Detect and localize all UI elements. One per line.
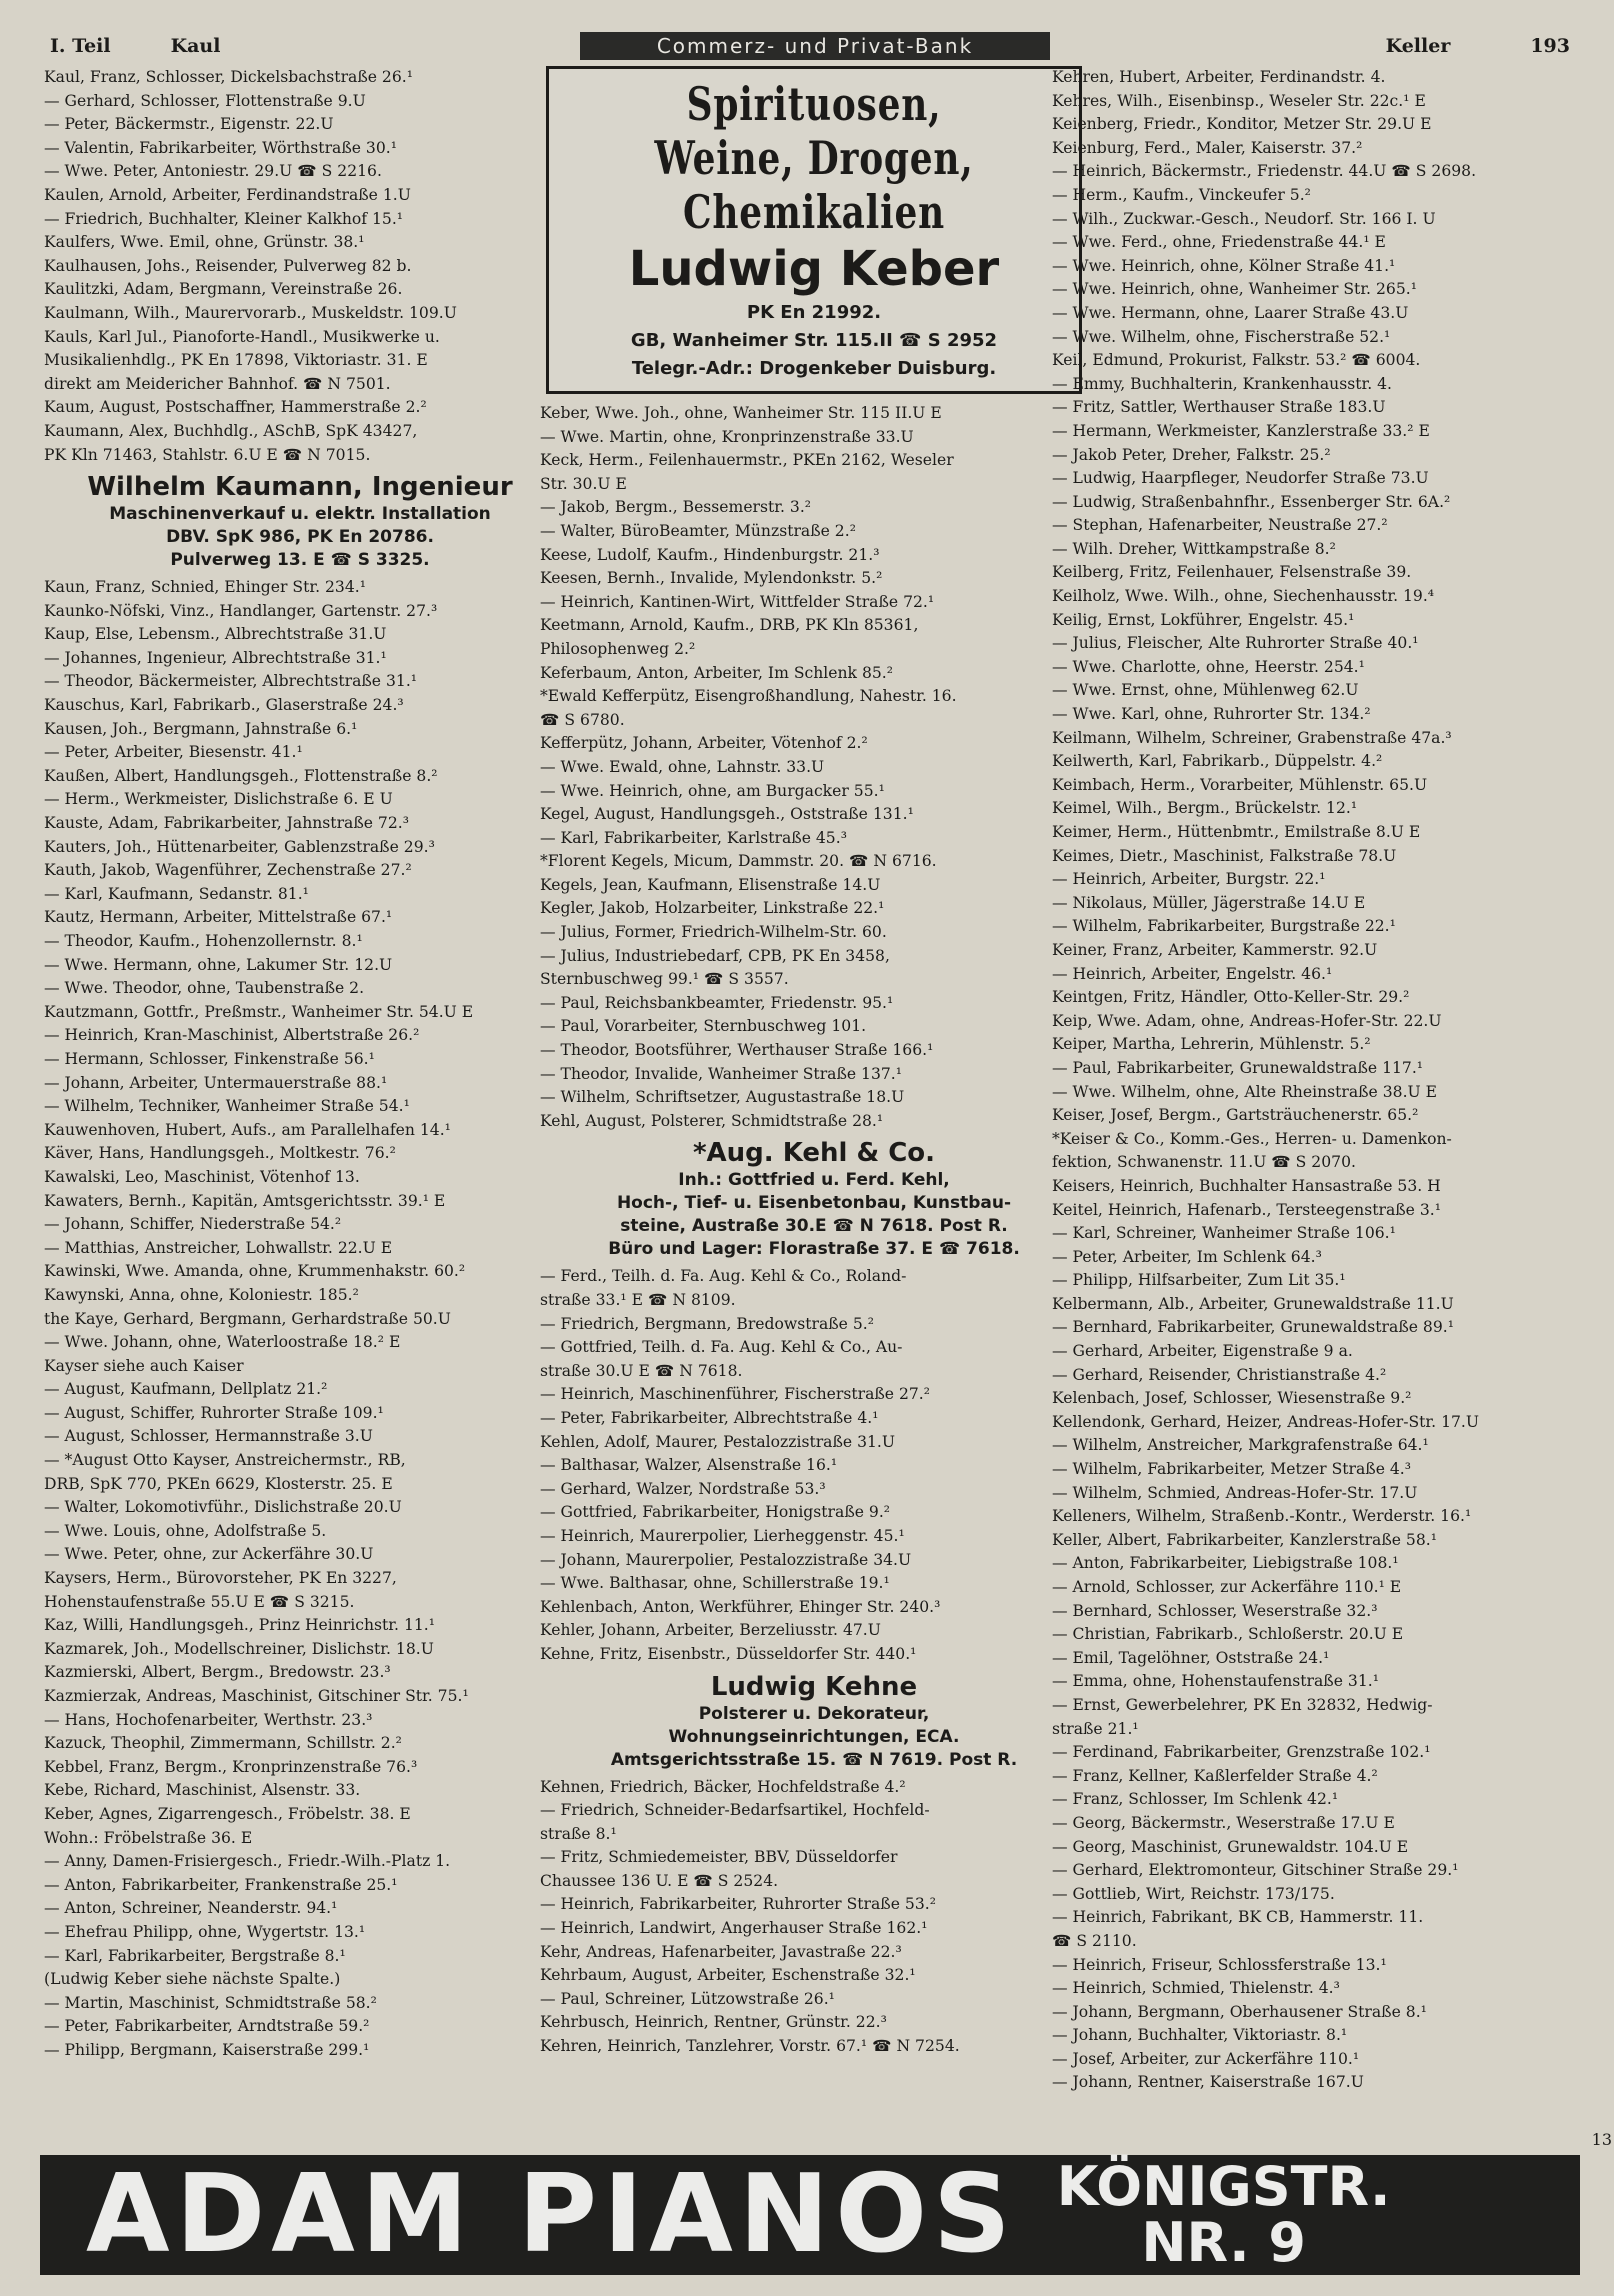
directory-entry: — Wwe. Peter, ohne, zur Ackerfähre 30.U (44, 1545, 374, 1564)
directory-entry: Kauters, Joh., Hüttenarbeiter, Gablenzstraße 29.³ (44, 837, 435, 856)
directory-entry: Kelleners, Wilhelm, Straßenb.-Kontr., Werderstr. 16.¹ (1052, 1507, 1472, 1526)
directory-entry: — Wilhelm, Fabrikarbeiter, Metzer Straße 4.³ (1052, 1460, 1412, 1479)
column-2-entries (540, 402, 1088, 2059)
ad-line: Inh.: Gottfried u. Ferd. Kehl, (678, 1170, 950, 1191)
ad-title: Ludwig Kehne (710, 1671, 918, 1702)
directory-entry: — Karl, Fabrikarbeiter, Karlstraße 45.³ (540, 828, 847, 847)
directory-entry: — Wwe. Peter, Antoniestr. 29.U ☎ S 2216. (44, 162, 382, 181)
directory-entry: Kazuck, Theophil, Zimmermann, Schillstr. 2.² (44, 1734, 402, 1753)
directory-entry: — Balthasar, Walzer, Alsenstraße 16.¹ (540, 1456, 838, 1475)
directory-entry: Kehres, Wilh., Eisenbinsp., Weseler Str. 22c.¹ E (1052, 91, 1426, 110)
directory-entry: — Franz, Kellner, Kaßlerfelder Straße 4.² (1052, 1766, 1378, 1785)
directory-entry: — Wwe. Karl, ohne, Ruhrorter Str. 134.² (1052, 705, 1371, 724)
banner-address (1056, 2155, 1391, 2274)
directory-entry: Keintgen, Fritz, Händler, Otto-Keller-Str. 29.² (1052, 988, 1410, 1007)
directory-entry: — Heinrich, Fabrikarbeiter, Ruhrorter Straße 53.² (540, 1895, 936, 1914)
directory-entry: — Wwe. Heinrich, ohne, Kölner Straße 41.¹ (1052, 256, 1396, 275)
directory-entry: — Heinrich, Landwirt, Angerhauser Straße 162.¹ (540, 1919, 928, 1938)
directory-entry: — Johann, Bergmann, Oberhausener Straße 8.¹ (1052, 2002, 1427, 2021)
side-number: 13 (1591, 2130, 1612, 2149)
directory-entry: *Florent Kegels, Micum, Dammstr. 20. ☎ N 6716. (540, 852, 937, 871)
directory-entry: Keese, Ludolf, Kaufm., Hindenburgstr. 21.³ (540, 545, 880, 564)
directory-entry: — Julius, Former, Friedrich-Wilhelm-Str. 60. (540, 923, 887, 942)
directory-entry: — Wilh. Dreher, Wittkampstraße 8.² (1052, 539, 1336, 558)
part-label: I. Teil (50, 35, 111, 57)
directory-entry: Keferbaum, Anton, Arbeiter, Im Schlenk 85.² (540, 663, 893, 682)
directory-entry: Kaulen, Arnold, Arbeiter, Ferdinandstraße 1.U (44, 185, 411, 204)
directory-entry: — Philipp, Hilfsarbeiter, Zum Lit 35.¹ (1052, 1271, 1346, 1290)
directory-entry: Keiner, Franz, Arbeiter, Kammerstr. 92.U (1052, 940, 1378, 959)
directory-entry: — Theodor, Kaufm., Hohenzollernstr. 8.¹ (44, 932, 363, 950)
directory-entry: — Herm., Werkmeister, Dislichstraße 6. E U (44, 790, 393, 809)
ad-title: *Aug. Kehl & Co. (692, 1138, 936, 1169)
directory-entry: Kaysers, Herm., Bürovorsteher, PK En 3227, (44, 1569, 397, 1588)
directory-entry: — Anton, Fabrikarbeiter, Liebigstraße 108.¹ (1052, 1554, 1399, 1573)
directory-entry: straße 30.U E ☎ N 7618. (540, 1361, 743, 1380)
directory-entry: Kebe, Richard, Maschinist, Alsenstr. 33. (44, 1781, 361, 1800)
directory-entry: — Heinrich, Bäckermstr., Friedenstr. 44.U ☎ S 2698. (1052, 162, 1477, 181)
directory-entry: Kawynski, Anna, ohne, Koloniestr. 185.² (44, 1285, 359, 1304)
directory-entry: Kefferpütz, Johann, Arbeiter, Vötenhof 2.² (540, 734, 868, 753)
directory-entry: — Ludwig, Haarpfleger, Neudorfer Straße 73.U (1052, 469, 1429, 488)
column-1 (44, 66, 556, 2063)
directory-entry: — Wwe. Johann, ohne, Waterloostraße 18.² E (44, 1333, 401, 1352)
directory-entry: — Stephan, Hafenarbeiter, Neustraße 27.² (1052, 516, 1388, 535)
directory-entry: — Friedrich, Buchhalter, Kleiner Kalkhof 15.¹ (44, 209, 404, 228)
directory-entry: — Jakob, Bergm., Bessemerstr. 3.² (540, 498, 812, 517)
directory-entry: — Heinrich, Kran-Maschinist, Albertstraße 26.² (44, 1026, 420, 1045)
directory-entry: Kautz, Hermann, Arbeiter, Mittelstraße 67.¹ (44, 908, 393, 927)
page-number: 193 (1530, 35, 1570, 57)
ad-spirit-line2: Chemikalien (683, 185, 945, 239)
directory-entry: (Ludwig Keber siehe nächste Spalte.) (44, 1970, 341, 1989)
directory-entry: Keber, Wwe. Joh., ohne, Wanheimer Str. 115 II.U E (540, 404, 942, 422)
directory-entry: — Gerhard, Elektromonteur, Gitschiner Straße 29.¹ (1052, 1861, 1459, 1880)
ad-line: Wohnungseinrichtungen, ECA. (668, 1726, 960, 1747)
directory-entry: — Josef, Arbeiter, zur Ackerfähre 110.¹ (1052, 2049, 1360, 2068)
ad-spirit-pk: PK En 21992. (746, 302, 882, 323)
directory-entry: — Friedrich, Schneider-Bedarfsartikel, Hochfeld- (540, 1801, 930, 1820)
directory-entry: — Johann, Buchhalter, Viktoriastr. 8.¹ (1052, 2026, 1348, 2045)
directory-entry: Sternbuschweg 99.¹ ☎ S 3557. (540, 970, 789, 989)
directory-entry: Keilig, Ernst, Lokführer, Engelstr. 45.¹ (1052, 610, 1355, 629)
directory-entry: Kaulfers, Wwe. Emil, ohne, Grünstr. 38.¹ (44, 233, 365, 252)
directory-entry: Kawinski, Wwe. Amanda, ohne, Krummenhakstr. 60.² (44, 1262, 466, 1281)
ad-spirit-telegr: Telegr.-Adr.: Drogenkeber Duisburg. (631, 358, 997, 379)
directory-entry: — Wwe. Balthasar, ohne, Schillerstraße 19.¹ (540, 1574, 890, 1593)
directory-entry: Wohn.: Fröbelstraße 36. E (44, 1828, 253, 1847)
directory-entry: — Karl, Schreiner, Wanheimer Straße 106.¹ (1052, 1224, 1396, 1243)
directory-entry: Keber, Agnes, Zigarrengesch., Fröbelstr. 38. E (44, 1804, 411, 1823)
directory-entry: Kauth, Jakob, Wagenführer, Zechenstraße 27.² (44, 861, 412, 880)
directory-entry: *Ewald Kefferpütz, Eisengroßhandlung, Nahestr. 16. (540, 687, 957, 706)
directory-entry: Keesen, Bernh., Invalide, Mylendonkstr. 5.² (540, 569, 883, 588)
top-bank-banner: Commerz- und Privat-Bank (580, 32, 1050, 60)
directory-entry: — Wwe. Heinrich, ohne, am Burgacker 55.¹ (540, 781, 885, 800)
directory-entry: — Wwe. Theodor, ohne, Taubenstraße 2. (44, 979, 365, 998)
directory-entry: Kebbel, Franz, Bergm., Kronprinzenstraße 76.³ (44, 1757, 418, 1776)
directory-entry: — Walter, Lokomotivführ., Dislichstraße 20.U (44, 1498, 402, 1517)
directory-entry: — Heinrich, Schmied, Thielenstr. 4.³ (1052, 1979, 1340, 1998)
directory-entry: Hohenstaufenstraße 55.U E ☎ S 3215. (44, 1592, 355, 1611)
column-2 (540, 66, 1088, 2059)
directory-entry: Kazmarek, Joh., Modellschreiner, Dislichstr. 18.U (44, 1639, 434, 1658)
directory-entry: — Wilhelm, Schmied, Andreas-Hofer-Str. 17.U (1052, 1483, 1418, 1502)
directory-entry: *Keiser & Co., Komm.-Ges., Herren- u. Damenkon- (1052, 1129, 1452, 1148)
directory-entry: — Paul, Schreiner, Lützowstraße 26.¹ (540, 1989, 835, 2008)
directory-entry: Kayser siehe auch Kaiser (44, 1356, 244, 1375)
directory-entry: — Heinrich, Kantinen-Wirt, Wittfelder Straße 72.¹ (540, 592, 935, 611)
adam-pianos-advertisement (40, 2152, 1580, 2277)
directory-page (40, 30, 1580, 2277)
directory-entry: — Ludwig, Straßenbahnfhr., Essenberger Str. 6A.² (1052, 492, 1451, 511)
directory-entry: Kaum, August, Postschaffner, Hammerstraße 2.² (44, 398, 427, 417)
directory-entry: Kausen, Joh., Bergmann, Jahnstraße 6.¹ (44, 719, 358, 738)
keber-advertisement (546, 66, 1082, 394)
directory-entry: Kaz, Willi, Handlungsgeh., Prinz Heinrichstr. 11.¹ (44, 1616, 435, 1635)
directory-entry: — Wwe. Ferd., ohne, Friedenstraße 44.¹ E (1052, 233, 1386, 252)
directory-entry: — Walter, BüroBeamter, Münzstraße 2.² (540, 521, 856, 540)
directory-entry: — Johann, Schiffer, Niederstraße 54.² (44, 1215, 342, 1234)
directory-entry: Keetmann, Arnold, Kaufm., DRB, PK Kln 85361, (540, 616, 919, 635)
directory-entry: Kehlen, Adolf, Maurer, Pestalozzistraße 31.U (540, 1432, 896, 1451)
directory-entry: — Georg, Maschinist, Grunewaldstr. 104.U E (1052, 1837, 1409, 1856)
directory-entry: — Wilhelm, Anstreicher, Markgrafenstraße 64.¹ (1052, 1436, 1429, 1455)
ad-line: Hoch-, Tief- u. Eisenbetonbau, Kunstbau- (616, 1193, 1012, 1214)
directory-entry: — Hans, Hochofenarbeiter, Werthstr. 23.³ (44, 1710, 373, 1729)
ad-spirit-line1: Spirituosen, Weine, Drogen, (654, 77, 974, 185)
directory-entry: Kautzmann, Gottfr., Preßmstr., Wanheimer Str. 54.U E (44, 1002, 474, 1021)
directory-entry: Keck, Herm., Feilenhauermstr., PKEn 2162, Weseler (540, 451, 954, 470)
directory-entry: — Peter, Bäckermstr., Eigenstr. 22.U (44, 115, 334, 134)
directory-entry: — Fritz, Schmiedemeister, BBV, Düsseldorfer (540, 1848, 898, 1867)
directory-entry: Keimbach, Herm., Vorarbeiter, Mühlenstr. 65.U (1052, 775, 1428, 794)
directory-entry: — Ferdinand, Fabrikarbeiter, Grenzstraße 102.¹ (1052, 1743, 1431, 1762)
directory-entry: Keilholz, Wwe. Wilh., ohne, Siechenhausstr. 19.⁴ (1052, 587, 1435, 606)
directory-entry: — August, Schlosser, Hermannstraße 3.U (44, 1427, 373, 1446)
directory-entry: Chaussee 136 U. E ☎ S 2524. (540, 1871, 779, 1890)
directory-entry: — Heinrich, Maschinenführer, Fischerstraße 27.² (540, 1385, 931, 1404)
directory-entry: — Heinrich, Friseur, Schlossferstraße 13.¹ (1052, 1955, 1387, 1974)
directory-entry: Kauwenhoven, Hubert, Aufs., am Parallelhafen 14.¹ (44, 1120, 451, 1139)
banner-addr-line1: KÖNIGSTR. (1056, 2155, 1391, 2218)
directory-entry: — Theodor, Invalide, Wanheimer Straße 137.¹ (540, 1064, 903, 1083)
directory-entry: — Wwe. Charlotte, ohne, Heerstr. 254.¹ (1052, 657, 1365, 676)
directory-entry: — Gerhard, Walzer, Nordstraße 53.³ (540, 1479, 826, 1498)
directory-entry: — Heinrich, Arbeiter, Burgstr. 22.¹ (1052, 870, 1326, 889)
directory-entry: Kehlenbach, Anton, Werkführer, Ehinger Str. 240.³ (540, 1597, 941, 1616)
directory-entry: fektion, Schwanenstr. 11.U ☎ S 2070. (1052, 1153, 1356, 1172)
directory-entry: Kehren, Heinrich, Tanzlehrer, Vorstr. 67.¹ ☎ N 7254. (540, 2037, 960, 2056)
ad-line: DBV. SpK 986, PK En 20786. (166, 527, 434, 548)
directory-entry: Kehl, August, Polsterer, Schmidtstraße 28.¹ (540, 1111, 884, 1130)
ad-line: Polsterer u. Dekorateur, (698, 1703, 930, 1724)
directory-entry: — Heinrich, Fabrikant, BK CB, Hammerstr. 11. (1052, 1908, 1424, 1927)
directory-entry: — Nikolaus, Müller, Jägerstraße 14.U E (1052, 893, 1366, 912)
directory-entry: — Emmy, Buchhalterin, Krankenhausstr. 4. (1052, 374, 1393, 393)
directory-entry: Käver, Hans, Handlungsgeh., Moltkestr. 76.² (44, 1144, 396, 1163)
ad2-advertisement (540, 1133, 1088, 1265)
directory-entry: — Wilhelm, Techniker, Wanheimer Straße 54.¹ (44, 1097, 410, 1116)
directory-entry: Keitel, Heinrich, Hafenarb., Tersteegenstraße 3.¹ (1052, 1200, 1441, 1219)
directory-entry: Keiper, Martha, Lehrerin, Mühlenstr. 5.² (1052, 1035, 1371, 1054)
directory-entry: DRB, SpK 770, PKEn 6629, Klosterstr. 25. E (44, 1474, 393, 1493)
directory-entry: — Heinrich, Arbeiter, Engelstr. 46.¹ (1052, 964, 1333, 983)
ad1-advertisement (44, 467, 556, 576)
directory-entry: PK Kln 71463, Stahlstr. 6.U E ☎ N 7015. (44, 445, 371, 464)
directory-entry: — Ferd., Teilh. d. Fa. Aug. Kehl & Co., Roland- (540, 1267, 907, 1286)
directory-entry: Kauste, Adam, Fabrikarbeiter, Jahnstraße 72.³ (44, 814, 409, 833)
directory-entry: Kehrbusch, Heinrich, Rentner, Grünstr. 22.³ (540, 2013, 887, 2032)
directory-entry: — Bernhard, Fabrikarbeiter, Grunewaldstraße 89.¹ (1052, 1318, 1454, 1337)
directory-entry: Keisers, Heinrich, Buchhalter Hansastraße 53. H (1052, 1176, 1441, 1195)
directory-entry: — Arnold, Schlosser, zur Ackerfähre 110.¹ E (1052, 1578, 1402, 1596)
directory-entry: Kaumann, Alex, Buchhdlg., ASchB, SpK 43427, (44, 421, 418, 440)
directory-entry: — Julius, Fleischer, Alte Ruhrorter Straße 40.¹ (1052, 634, 1419, 653)
directory-entry: — Hermann, Werkmeister, Kanzlerstraße 33.² E (1052, 421, 1430, 440)
directory-entry: — Franz, Schlosser, Im Schlenk 42.¹ (1052, 1790, 1339, 1809)
directory-entry: — Theodor, Bäckermeister, Albrechtstraße 31.¹ (44, 672, 418, 691)
directory-entry: Kauschus, Karl, Fabrikarb., Glaserstraße 24.³ (44, 696, 404, 715)
banner-main-text: ADAM PIANOS (86, 2152, 1017, 2277)
directory-entry: — Wwe. Heinrich, ohne, Wanheimer Str. 265.¹ (1052, 280, 1417, 299)
directory-entry: Str. 30.U E (540, 474, 627, 493)
directory-entry: — Wwe. Ernst, ohne, Mühlenweg 62.U (1052, 681, 1359, 700)
ad-spirit-name: Ludwig Keber (628, 241, 1000, 297)
directory-entry: Kellendonk, Gerhard, Heizer, Andreas-Hofer-Str. 17.U (1052, 1412, 1480, 1431)
directory-entry: Keimes, Dietr., Maschinist, Falkstraße 78.U (1052, 846, 1397, 865)
directory-entry: — Valentin, Fabrikarbeiter, Wörthstraße 30.¹ (44, 138, 397, 157)
directory-entry: Kaußen, Albert, Handlungsgeh., Flottenstraße 8.² (44, 766, 438, 785)
directory-entry: Kehnen, Friedrich, Bäcker, Hochfeldstraße 4.² (540, 1777, 906, 1796)
directory-entry: straße 33.¹ E ☎ N 8109. (540, 1291, 736, 1309)
ad-line: Pulverweg 13. E ☎ S 3325. (170, 550, 430, 571)
ad-title: Wilhelm Kaumann, Ingenieur (87, 472, 513, 503)
directory-entry: — Paul, Reichsbankbeamter, Friedenstr. 95.¹ (540, 993, 894, 1012)
directory-entry: — Wwe. Wilhelm, ohne, Alte Rheinstraße 38.U E (1052, 1082, 1438, 1101)
directory-entry: Keller, Albert, Fabrikarbeiter, Kanzlerstraße 58.¹ (1052, 1530, 1437, 1549)
directory-entry: — Jakob Peter, Dreher, Falkstr. 25.² (1052, 445, 1331, 464)
directory-entry: — Anton, Fabrikarbeiter, Frankenstraße 25.¹ (44, 1875, 398, 1894)
directory-entry: Keienburg, Ferd., Maler, Kaiserstr. 37.² (1052, 138, 1363, 157)
directory-entry: — Johann, Arbeiter, Untermauerstraße 88.¹ (44, 1073, 388, 1092)
directory-entry: — Karl, Fabrikarbeiter, Bergstraße 8.¹ (44, 1946, 346, 1965)
directory-entry: Kaun, Franz, Schnied, Ehinger Str. 234.¹ (44, 578, 366, 597)
directory-entry: Kaulmann, Wilh., Maurervorarb., Muskeldstr. 109.U (44, 303, 457, 322)
directory-entry: Kegel, August, Handlungsgeh., Oststraße 131.¹ (540, 805, 914, 824)
directory-entry: — August, Kaufmann, Dellplatz 21.² (44, 1380, 328, 1399)
directory-entry: ☎ S 2110. (1052, 1931, 1137, 1950)
directory-entry: Kelbermann, Alb., Arbeiter, Grunewaldstraße 11.U (1052, 1294, 1454, 1313)
banner-addr-line2: NR. 9 (1141, 2211, 1307, 2274)
directory-entry: Philosophenweg 2.² (540, 639, 696, 658)
directory-entry: Musikalienhdlg., PK En 17898, Viktoriastr. 31. E (44, 351, 428, 370)
range-end: Keller (1385, 35, 1451, 57)
directory-entry: — Wilhelm, Schriftsetzer, Augustastraße 18.U (540, 1088, 905, 1107)
ad-line: Büro und Lager: Florastraße 37. E ☎ 7618. (608, 1239, 1020, 1260)
directory-entry: Keil, Edmund, Prokurist, Falkstr. 53.² ☎ 6004. (1052, 351, 1421, 370)
directory-entry: Kelenbach, Josef, Schlosser, Wiesenstraße 9.² (1052, 1389, 1412, 1408)
directory-entry: — Gottlieb, Wirt, Reichstr. 173/175. (1052, 1884, 1335, 1903)
directory-entry: — Anny, Damen-Frisiergesch., Friedr.-Wilh.-Platz 1. (44, 1852, 451, 1871)
directory-entry: Kawaters, Bernh., Kapitän, Amtsgerichtsstr. 39.¹ E (44, 1191, 446, 1210)
directory-entry: — Johannes, Ingenieur, Albrechtstraße 31.¹ (44, 648, 387, 667)
directory-entry: Kaulhausen, Johs., Reisender, Pulverweg 82 b. (44, 256, 412, 275)
directory-entry: — Ernst, Gewerbelehrer, PK En 32832, Hedwig- (1052, 1695, 1433, 1714)
directory-entry: Kehren, Hubert, Arbeiter, Ferdinandstr. 4. (1052, 68, 1386, 86)
directory-entry: Keilmann, Wilhelm, Schreiner, Grabenstraße 47a.³ (1052, 728, 1452, 747)
directory-entry: — Ehefrau Philipp, ohne, Wygertstr. 13.¹ (44, 1922, 366, 1941)
directory-entry: — Friedrich, Bergmann, Bredowstraße 5.² (540, 1314, 874, 1333)
ad-line: Amtsgerichtsstraße 15. ☎ N 7619. Post R. (610, 1749, 1018, 1770)
directory-entry: — Julius, Industriebedarf, CPB, PK En 3458, (540, 946, 890, 965)
directory-entry: — Christian, Fabrikarb., Schloßerstr. 20.U E (1052, 1625, 1404, 1644)
directory-entry: — Wilh., Zuckwar.-Gesch., Neudorf. Str. 166 I. U (1052, 209, 1436, 228)
directory-entry: Kaunko-Nöfski, Vinz., Handlanger, Gartenstr. 27.³ (44, 601, 438, 620)
directory-entry: Kaulitzki, Adam, Bergmann, Vereinstraße 26. (44, 280, 403, 299)
directory-entry: — Georg, Bäckermstr., Weserstraße 17.U E (1052, 1813, 1395, 1832)
directory-entry: — Emma, ohne, Hohenstaufenstraße 31.¹ (1052, 1672, 1379, 1691)
directory-entry: — Peter, Fabrikarbeiter, Albrechtstraße 4.¹ (540, 1408, 879, 1427)
directory-entry: — Wwe. Hermann, ohne, Lakumer Str. 12.U (44, 955, 393, 974)
directory-entry: — Wwe. Louis, ohne, Adolfstraße 5. (44, 1521, 327, 1540)
directory-entry: — Gerhard, Schlosser, Flottenstraße 9.U (44, 91, 366, 110)
directory-entry: Kazmierski, Albert, Bergm., Bredowstr. 23.³ (44, 1663, 391, 1682)
directory-entry: — Philipp, Bergmann, Kaiserstraße 299.¹ (44, 2040, 370, 2059)
directory-entry: straße 8.¹ (540, 1824, 617, 1843)
directory-entry: — Gottfried, Fabrikarbeiter, Honigstraße 9.² (540, 1503, 891, 1522)
range-start: Kaul (170, 35, 221, 57)
directory-entry: Kehne, Fritz, Eisenbstr., Düsseldorfer Str. 440.¹ (540, 1644, 917, 1663)
directory-entry: Keimel, Wilh., Bergm., Brückelstr. 12.¹ (1052, 799, 1358, 818)
directory-entry: Kehler, Johann, Arbeiter, Berzeliusstr. 47.U (540, 1621, 881, 1640)
directory-entry: Kawalski, Leo, Maschinist, Vötenhof 13. (44, 1167, 360, 1186)
directory-entry: — Johann, Maurerpolier, Pestalozzistraße 34.U (540, 1550, 912, 1569)
directory-entry: — Wwe. Ewald, ohne, Lahnstr. 33.U (540, 757, 825, 776)
directory-entry: ☎ S 6780. (540, 710, 625, 729)
directory-entry: — Wwe. Martin, ohne, Kronprinzenstraße 33.U (540, 427, 914, 446)
ad-line: Maschinenverkauf u. elektr. Installation (109, 504, 491, 525)
directory-entry: — Johann, Rentner, Kaiserstraße 167.U (1052, 2073, 1364, 2092)
directory-entry: Keiser, Josef, Bergm., Gartsträuchenerstr. 65.² (1052, 1106, 1419, 1125)
ad-line: steine, Austraße 30.E ☎ N 7618. Post R. (620, 1216, 1008, 1237)
directory-entry: — Peter, Arbeiter, Biesenstr. 41.¹ (44, 743, 303, 762)
directory-entry: — Paul, Vorarbeiter, Sternbuschweg 101. (540, 1017, 867, 1036)
directory-entry: — Herm., Kaufm., Vinckeufer 5.² (1052, 185, 1311, 204)
directory-entry: — Hermann, Schlosser, Finkenstraße 56.¹ (44, 1049, 375, 1068)
directory-entry: the Kaye, Gerhard, Bergmann, Gerhardstraße 50.U (44, 1309, 451, 1328)
directory-entry: Kaup, Else, Lebensm., Albrechtstraße 31.U (44, 625, 387, 644)
directory-entry: Kazmierzak, Andreas, Maschinist, Gitschiner Str. 75.¹ (44, 1687, 469, 1705)
directory-entry: — Heinrich, Maurerpolier, Lierheggenstr. 45.¹ (540, 1526, 905, 1545)
directory-entry: Keimer, Herm., Hüttenbmtr., Emilstraße 8.U E (1052, 823, 1421, 841)
directory-entry: — Gottfried, Teilh. d. Fa. Aug. Kehl & Co., Au- (540, 1338, 903, 1357)
directory-entry: — Wilhelm, Fabrikarbeiter, Burgstraße 22.¹ (1052, 917, 1396, 936)
directory-entry: — Emil, Tagelöhner, Oststraße 24.¹ (1052, 1648, 1330, 1667)
directory-entry: straße 21.¹ (1052, 1719, 1139, 1738)
directory-entry: — *August Otto Kayser, Anstreichermstr., RB, (44, 1451, 406, 1470)
directory-entry: — Wwe. Hermann, ohne, Laarer Straße 43.U (1052, 303, 1409, 322)
directory-entry: — Gerhard, Arbeiter, Eigenstraße 9 a. (1052, 1342, 1353, 1361)
directory-entry: Keip, Wwe. Adam, ohne, Andreas-Hofer-Str. 22.U (1052, 1011, 1442, 1030)
directory-entry: — Peter, Arbeiter, Im Schlenk 64.³ (1052, 1247, 1322, 1266)
directory-entry: Kehrbaum, August, Arbeiter, Eschenstraße 32.¹ (540, 1966, 916, 1985)
directory-entry: — Matthias, Anstreicher, Lohwallstr. 22.U E (44, 1238, 393, 1257)
column-3 (1052, 66, 1582, 2095)
directory-entry: — August, Schiffer, Ruhrorter Straße 109.¹ (44, 1403, 384, 1422)
directory-entry: Kegler, Jakob, Holzarbeiter, Linkstraße 22.¹ (540, 899, 885, 918)
directory-entry: — Theodor, Bootsführer, Werthauser Straße 166.¹ (540, 1041, 934, 1060)
directory-entry: — Gerhard, Reisender, Christianstraße 4.² (1052, 1365, 1387, 1384)
directory-entry: — Bernhard, Schlosser, Weserstraße 32.³ (1052, 1601, 1378, 1620)
directory-entry: — Karl, Kaufmann, Sedanstr. 81.¹ (44, 884, 309, 903)
directory-entry: Kehr, Andreas, Hafenarbeiter, Javastraße 22.³ (540, 1942, 902, 1961)
directory-entry: — Martin, Maschinist, Schmidtstraße 58.² (44, 1993, 377, 2012)
directory-entry: Kauls, Karl Jul., Pianoforte-Handl., Musikwerke u. (44, 327, 440, 346)
ad3-advertisement (540, 1667, 1088, 1776)
directory-entry: Keilberg, Fritz, Feilenhauer, Felsenstraße 39. (1052, 563, 1412, 582)
directory-entry: Keilwerth, Karl, Fabrikarb., Düppelstr. 4.² (1052, 752, 1383, 771)
directory-entry: — Peter, Fabrikarbeiter, Arndtstraße 59.² (44, 2017, 370, 2036)
directory-entry: Kaul, Franz, Schlosser, Dickelsbachstraße 26.¹ (44, 68, 413, 86)
directory-entry: Kegels, Jean, Kaufmann, Elisenstraße 14.U (540, 875, 881, 894)
directory-entry: Keienberg, Friedr., Konditor, Metzer Str. 29.U E (1052, 115, 1432, 134)
ad-spirit-addr: GB, Wanheimer Str. 115.II ☎ S 2952 (630, 330, 998, 351)
directory-entry: — Fritz, Sattler, Werthauser Straße 183.U (1052, 398, 1386, 417)
directory-entry: — Paul, Fabrikarbeiter, Grunewaldstraße 117.¹ (1052, 1058, 1424, 1077)
directory-entry: direkt am Meidericher Bahnhof. ☎ N 7501. (44, 374, 391, 393)
directory-entry: — Wwe. Wilhelm, ohne, Fischerstraße 52.¹ (1052, 327, 1391, 346)
directory-entry: — Anton, Schreiner, Neanderstr. 94.¹ (44, 1899, 338, 1918)
